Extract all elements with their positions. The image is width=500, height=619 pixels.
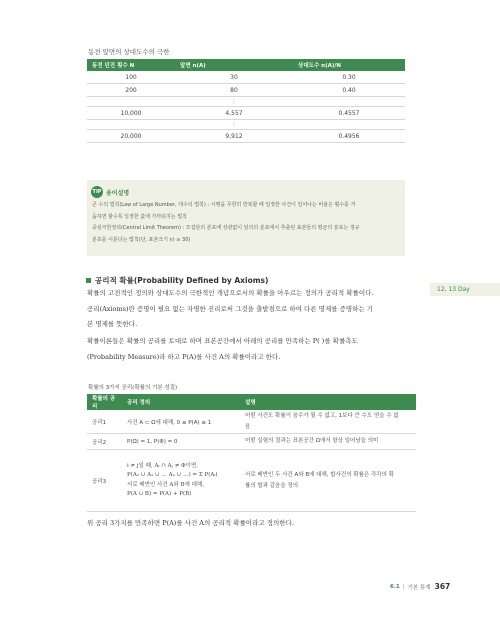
- paragraph-line: (Probability Measure)라 하고 P(A)를 사건 A의 확률이라고 한다.: [87, 352, 281, 361]
- table-cell: 200: [87, 84, 175, 97]
- table1-header: 동전 던진 횟수 N: [87, 59, 175, 71]
- table-row: [87, 107, 405, 120]
- axiom-description: 어떤 실험의 결과는 표본공간 Ω에서 항상 일어남을 의미: [240, 434, 416, 450]
- table-row: [87, 130, 405, 143]
- table2-caption: 확률의 3가지 공리(확률의 기본 성질): [88, 385, 178, 391]
- tip-badge-icon: TIP: [91, 186, 103, 198]
- ellipsis-cell: [293, 97, 405, 107]
- table1-header-row: [87, 59, 405, 71]
- desc-line: 서로 배반인 두 사건 A와 B에 대해, 합사건의 확률은 각각의 확: [245, 471, 394, 478]
- formula-line: 서로 배반인 사건 A와 B에 대해,: [127, 481, 204, 488]
- footer-chapter: 6.1: [390, 583, 400, 590]
- section-title: 공리적 확률(Probability Defined by Axioms): [95, 276, 269, 285]
- table-cell: 4,557: [175, 107, 293, 120]
- table-cell: 0.4557: [293, 107, 405, 120]
- table-cell: 0.30: [293, 71, 405, 84]
- axiom-definition: 사건 A ⊂ Ω에 대해, 0 ≤ P(A) ≤ 1: [122, 410, 240, 434]
- desc-line: 률의 합과 같음을 정의: [245, 482, 299, 489]
- note-body: [92, 200, 397, 246]
- axiom-definition-formula: [122, 450, 240, 512]
- note-line: 듭하면 할수록 일정한 값에 가까워지는 법칙: [92, 213, 187, 220]
- table-row: [87, 410, 416, 434]
- axioms-table: [87, 394, 416, 512]
- axiom-name: 공리3: [87, 450, 122, 512]
- table2-header-row: [87, 394, 416, 410]
- formula-line: P(A₁ ∪ A₂ ∪ … Aₙ ∪ …) = Σ P(Aᵢ): [127, 472, 218, 478]
- ellipsis-row: [87, 97, 405, 107]
- table-cell: 80: [175, 84, 293, 97]
- section-heading: [86, 275, 268, 286]
- formula-line: i ≠ j일 때, Aᵢ ∩ Aⱼ ≠ Φ이면,: [127, 462, 199, 469]
- table2-header: 확률의 공리: [87, 394, 122, 410]
- table-cell: 0.40: [293, 84, 405, 97]
- ellipsis-row: [87, 120, 405, 130]
- table1-header: 앞면 n(A): [175, 59, 293, 71]
- relative-frequency-table: [87, 59, 405, 143]
- axiom-description: [240, 410, 416, 434]
- desc-line: 음: [245, 423, 251, 430]
- square-bullet-icon: [86, 278, 91, 283]
- table-cell: 9,912: [175, 130, 293, 143]
- term-note-box: [87, 180, 405, 256]
- day-side-tab: 12, 13 Day: [430, 283, 500, 296]
- table-row: [87, 450, 416, 512]
- paragraph-probability-measure: [87, 334, 417, 365]
- note-title: 용어설명: [106, 189, 130, 197]
- footer-separator: |: [402, 583, 405, 590]
- table-row: [87, 434, 416, 450]
- note-header: [91, 186, 129, 198]
- table2-header: 설명: [240, 394, 416, 410]
- axiom-definition: P(Ω) = 1, P(Φ) = 0: [122, 434, 240, 450]
- paragraph-line: 공리(Axioms)란 증명이 필요 없는 자명한 진리로써 그것을 출발점으로 하여 다른 명제를 증명하는 기: [87, 304, 374, 313]
- paragraph-line: 확률의 고전적인 정의와 상대도수의 극한적인 개념으로서의 확률을 아우르는 정의가 공리적 확률이다.: [87, 289, 374, 297]
- ellipsis-cell: [87, 120, 175, 130]
- note-line: 큰 수의 법칙(Law of Large Number, 대수의 법칙) : 시행을 무한히 반복할 때 일정한 사건이 일어나는 비율은 횟수를 거: [92, 202, 356, 208]
- formula-line: P(A ∪ B) = P(A) + P(B): [127, 491, 192, 497]
- table1-header: 상대도수 n(A)/N: [293, 59, 405, 71]
- axiom-name: 공리1: [87, 410, 122, 434]
- table-cell: 20,000: [87, 130, 175, 143]
- table-cell: 0.4956: [293, 130, 405, 143]
- ellipsis-cell: [293, 120, 405, 130]
- ellipsis-cell: ⋮: [175, 97, 293, 107]
- paragraph-line: 본 명제를 뜻한다.: [87, 320, 138, 328]
- paragraph-line: 확률이론들은 확률의 공리를 토대로 하며 표본공간에서 아래의 공리를 만족하는 P( )를 확률측도: [87, 337, 358, 345]
- table-cell: 100: [87, 71, 175, 84]
- ellipsis-cell: [87, 97, 175, 107]
- table-row: [87, 84, 405, 97]
- desc-line: 어떤 사건도 확률이 음수가 될 수 없고, 1보다 큰 수도 얻을 수 없: [245, 412, 399, 419]
- axiom-description: [240, 450, 416, 512]
- paragraph-axioms-intro: [87, 286, 417, 333]
- table2-header: 공리 정의: [122, 394, 240, 410]
- page-number: 367: [434, 582, 451, 591]
- table-cell: 30: [175, 71, 293, 84]
- ellipsis-cell: ⋮: [175, 120, 293, 130]
- note-line: 분포를 이룬다는 법칙(단, 표본크기 n) ≥ 30): [92, 236, 191, 243]
- table-cell: 10,000: [87, 107, 175, 120]
- axiom-name: 공리2: [87, 434, 122, 450]
- note-line: 중심극한정리(Central Limit Theorem) : 모집단의 분포에 상관없이 임의의 분포에서 추출된 표본들의 평균의 분포는 정규: [92, 225, 360, 231]
- table1-caption: 동전 앞면의 상대도수의 극한: [88, 48, 170, 56]
- table-row: [87, 71, 405, 84]
- footer-title: 기본 통계: [407, 584, 431, 591]
- page-footer: [390, 582, 450, 591]
- paragraph-conclusion: 위 공리 3가지를 만족하면 P(A)를 사건 A의 공리적 확률이라고 정의한다.: [87, 519, 294, 527]
